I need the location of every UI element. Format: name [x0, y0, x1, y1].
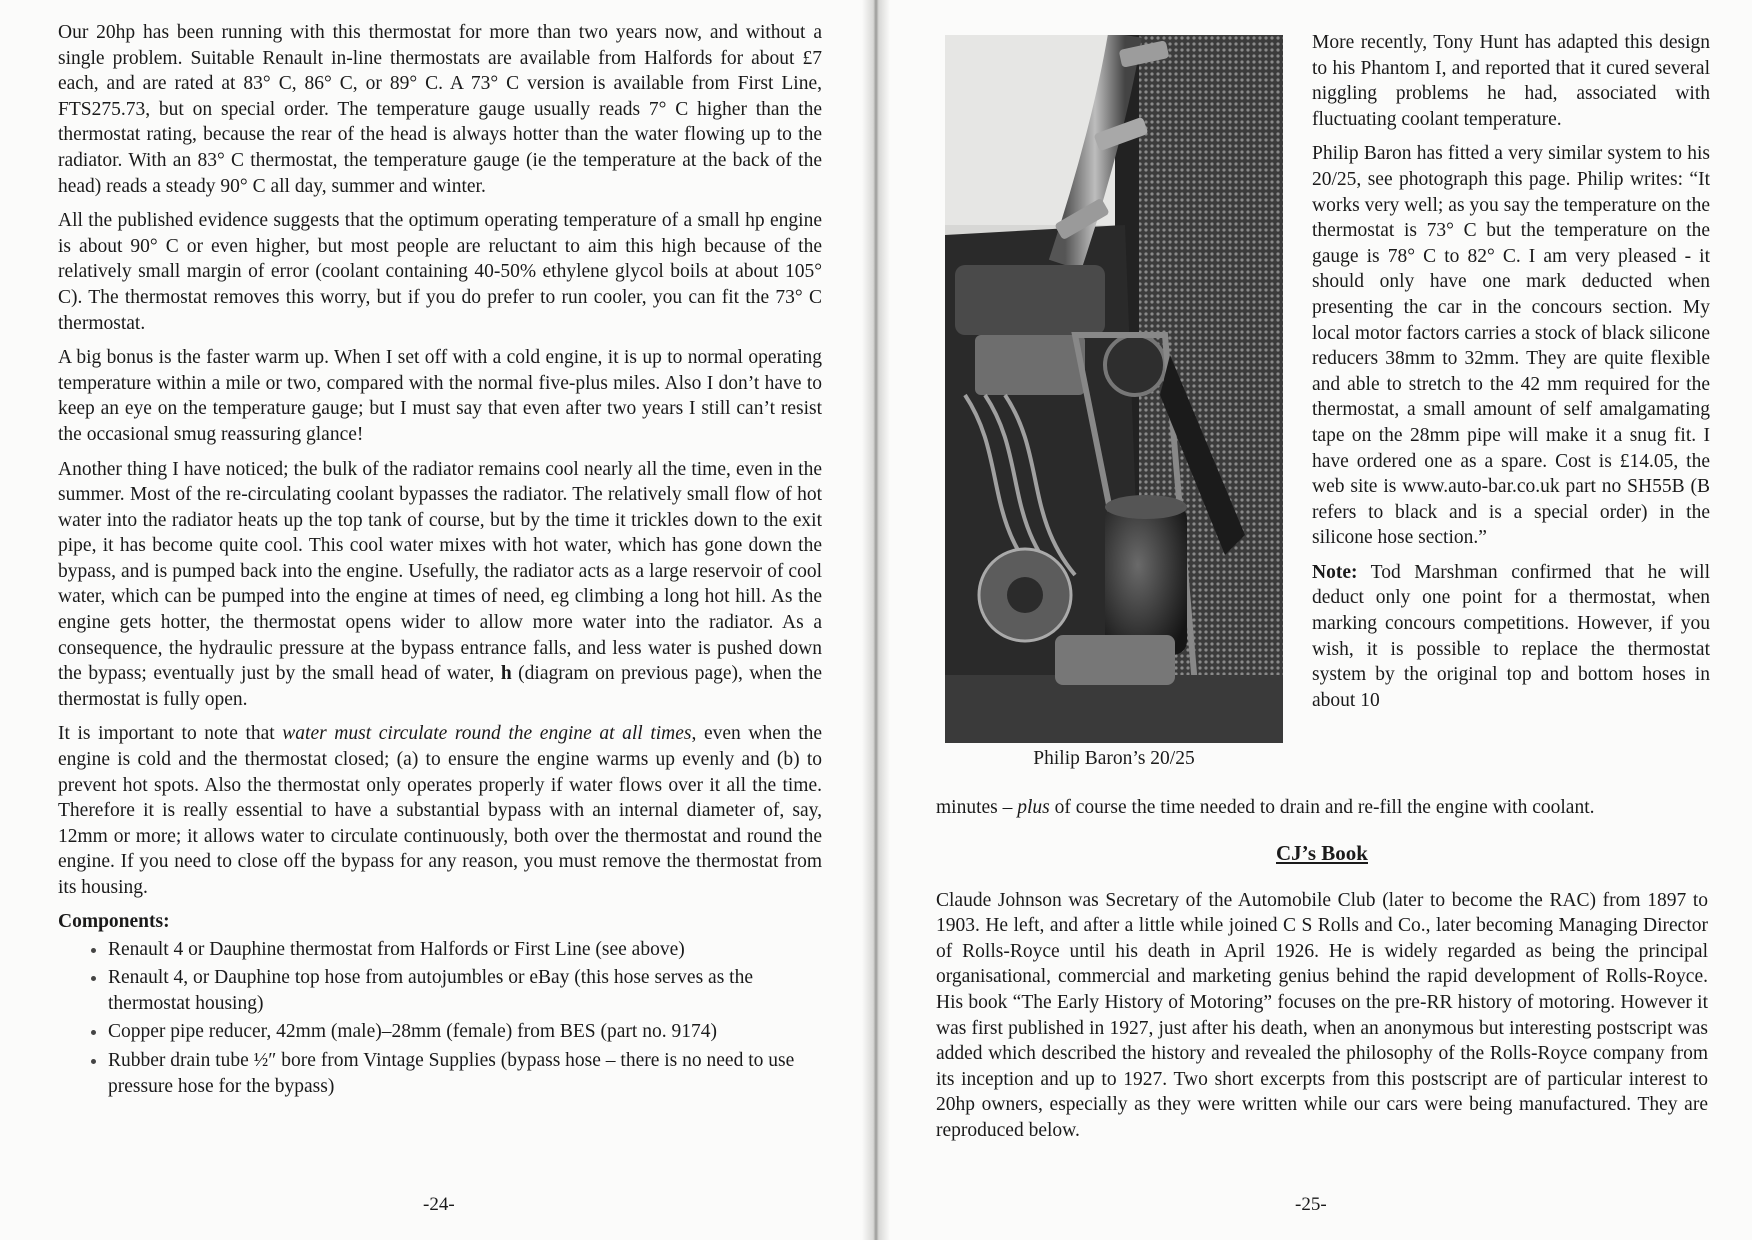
engine-photo-illustration: [945, 35, 1283, 743]
photo-caption: Philip Baron’s 20/25: [1033, 748, 1195, 769]
paragraph-bypass-importance: [58, 721, 822, 900]
text-run: of course the time needed to drain and re-fill the engine with coolant.: [1049, 797, 1595, 818]
paragraph-claude-johnson: Claude Johnson was Secretary of the Automobile Club (later to become the RAC) from 1897 to 1903. He left, and after a little while joined C S Rolls and Co., later becoming Managing Director of Rolls-Royce until his death in April 1926. He is widely regarded as being the principal organisational, commercial and marketing genius behind the rapid development of Rolls-Royce. His book “The Early History of Motoring” focuses on the pre-RR history of motoring. However it was first published in 1927, just after his death, when an anonymous but interesting postscript was added which described the history and revealed the philosophy of the Rolls-Royce company from its inception and up to 1927. Two short excerpts from this postscript are of particular interest to 20hp owners, especially as they were written while our cars were being manufactured. They are reproduced below.: [936, 889, 1708, 1141]
paragraph-tony-hunt: More recently, Tony Hunt has adapted this design to his Phantom I, and reported that it cured several niggling problems he had, associated with fluctuating coolant temperature.: [1312, 32, 1710, 130]
note-label: Note:: [1312, 561, 1358, 583]
components-heading: Components:: [58, 910, 170, 932]
engine-photo: [945, 35, 1283, 743]
text-run: It is important to note that: [58, 723, 283, 745]
section-title-cjs-book: CJ’s Book: [1276, 840, 1368, 865]
page-number-left: -24-: [423, 1194, 455, 1215]
right-page-narrow-column: [1312, 30, 1710, 713]
text-run: , even when the engine is cold and the thermostat closed; (a) to ensure the engine warms up evenly and (b) to prevent hot spots. Also the thermostat only operates properly if water flows over it all the time. Therefore it is really essential to have a substantial bypass with an internal diameter of, say, 12mm or more; it allows water to circulate continuously, both over the thermostat and round the engine. If you need to close off the bypass for any reason, you must remove the thermostat from its housing.: [58, 723, 823, 898]
book-gutter: [862, 0, 890, 1240]
text-run: (diagram on previous page), when the thermostat is fully open.: [58, 663, 822, 710]
list-item: • Renault 4 or Dauphine thermostat from Halfords or First Line (see above): [108, 937, 822, 963]
list-item: • Copper pipe reducer, 42mm (male)–28mm (female) from BES (part no. 9174): [108, 1019, 822, 1045]
text-run: minutes –: [936, 797, 1018, 818]
paragraph-philip-baron: Philip Baron has fitted a very similar system to his 20/25, see photograph this page. Philip writes: “It works very well; as you say the temperature on the thermostat is 73° C but the temperature on the gauge is 78° C to 82° C. I am very pleased - it should only have one mark deducted when presenting the car in the concours section. My local motor factors carries a stock of black silicone reducers 38mm to 32mm. They are quite flexible and able to stretch to the 42 mm required for the thermostat, a small amount of self amalgamating tape on the 28mm pipe will make it a snug fit. I have ordered one as a spare. Cost is £14.05, the web site is www.auto-bar.co.uk part no SH55B (B refers to black and is a special order) in the silicone hose section.”: [1312, 143, 1710, 549]
page-number-right: -25-: [1295, 1194, 1327, 1215]
left-page-text: [58, 20, 822, 1102]
right-page-wide-column: [936, 795, 1708, 1153]
text-run: Another thing I have noticed; the bulk of the radiator remains cool nearly all the time, even in the summer. Most of the re-circulating coolant bypasses the radiator. The relatively small flow of hot water into the radiator heats up the top tank of course, but by the time it trickles down to the exit pipe, it has become quite cool. This cool water mixes with hot water, which has gone down the bypass, and is pumped back into the engine. Usefully, the radiator acts as a large reservoir of cool water, which can be pumped into the engine at times of need, eg climbing a long hot hill. As the engine gets hotter, the thermostat opens wider to allow more water into the radiator. As a consequence, the hydraulic pressure at the bypass entrance falls, and less water is pushed down the bypass; eventually just by the small head of water,: [58, 458, 822, 685]
components-list: [58, 937, 822, 1100]
paragraph-warm-up: A big bonus is the faster warm up. When I set off with a cold engine, it is up to normal operating temperature within a mile or two, compared with the normal five-plus miles. Also I don’t have to keep an eye on the temperature gauge; but I must say that even after two years I still can’t resist the occasional smug reassuring glance!: [58, 347, 822, 445]
paragraph-radiator-flow: [58, 457, 822, 713]
paragraph-note-continued: [936, 795, 1708, 821]
list-item: • Renault 4, or Dauphine top hose from autojumbles or eBay (this hose serves as the thermostat housing): [108, 965, 822, 1016]
paragraph-thermostat-experience: Our 20hp has been running with this thermostat for more than two years now, and without a single problem. Suitable Renault in-line thermostats are available from Halfords for about £7 each, and are rated at 83° C, 86° C, or 89° C. A 73° C version is available from First Line, FTS275.73, but on special order. The temperature gauge usually reads 7° C higher than the thermostat rating, because the rear of the head is always hotter than the water flowing up to the radiator. With an 83° C thermostat, the temperature gauge (ie the temperature at the back of the head) reads a steady 90° C all day, summer and winter.: [58, 22, 822, 197]
paragraph-operating-temperature: All the published evidence suggests that the optimum operating temperature of a small hp engine is about 90° C or even higher, but most people are reluctant to aim this high because of the relatively small margin of error (coolant containing 40-50% ethylene glycol boils at about 105° C). The thermostat removes this worry, but if you do prefer to run cooler, you can fit the 73° C thermostat.: [58, 210, 822, 334]
list-item: • Rubber drain tube ½″ bore from Vintage Supplies (bypass hose – there is no need to use pressure hose for the bypass): [108, 1048, 822, 1099]
italic-emphasis: plus: [1017, 797, 1050, 818]
bold-symbol-h: h: [500, 663, 512, 685]
italic-emphasis: water must circulate round the engine at all times: [282, 723, 692, 745]
paragraph-note: [1312, 560, 1710, 714]
text-run: Tod Marshman confirmed that he will deduct only one point for a thermostat, when marking concours competitions. However, if you wish, it is possible to replace the thermostat system by the original top and bottom hoses in about 10: [1312, 561, 1710, 711]
